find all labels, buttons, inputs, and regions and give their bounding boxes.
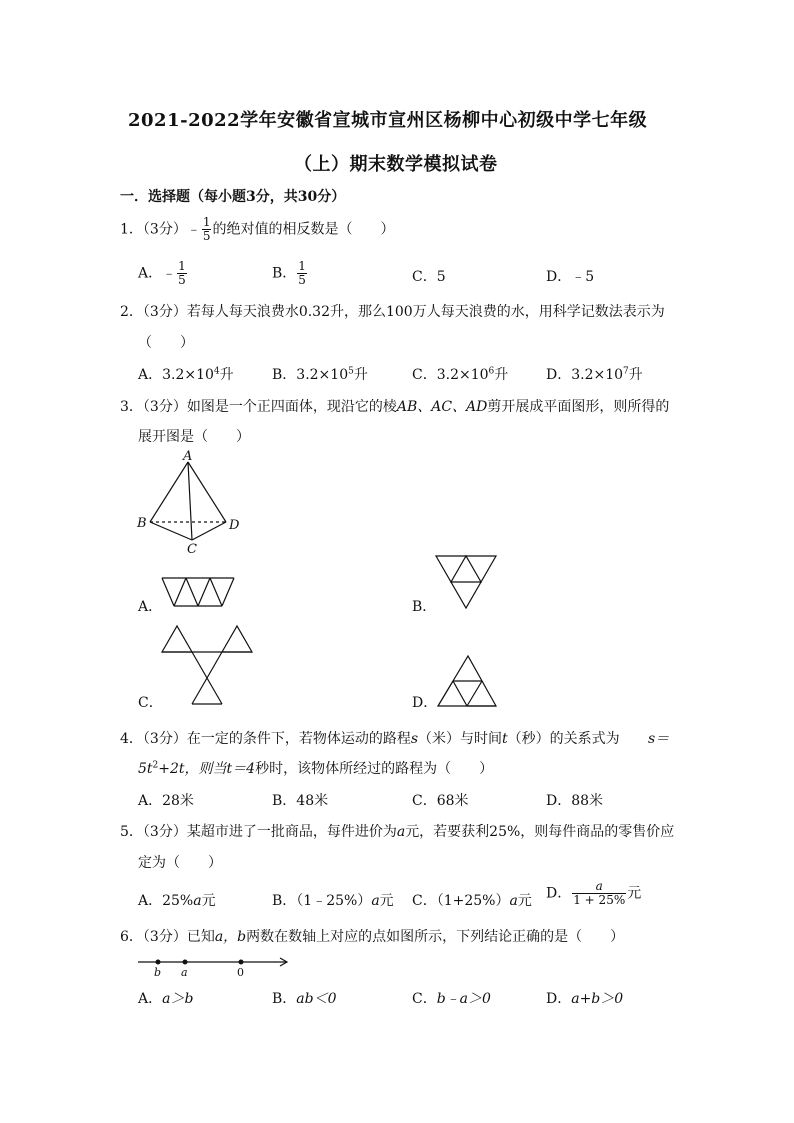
question-3: 3．（3分）如图是一个正四面体，现沿它的棱AB、AC、AD剪开展成平面图形，则所得的 xyxy=(120,399,670,415)
q3-option-b[interactable]: B． xyxy=(412,599,437,615)
q1-option-a[interactable]: A．﹣ $\frac{1}{5}$ xyxy=(138,259,186,287)
q3-net-b xyxy=(436,556,506,612)
question-5-cont: 定为（ ） xyxy=(138,855,222,871)
q1-option-d[interactable]: D．﹣5 xyxy=(546,269,595,285)
question-3-cont: 展开图是（ ） xyxy=(138,429,250,445)
q3-net-c xyxy=(162,626,262,706)
q3-net-a xyxy=(162,578,242,608)
q6-option-d[interactable]: D．a+b＞0 xyxy=(546,991,624,1007)
q2-option-a[interactable]: A．$3.2\times 10^4$升 xyxy=(138,366,234,383)
q1-score: （3分） xyxy=(142,221,187,238)
q6-option-b[interactable]: B．ab＜0 xyxy=(272,991,337,1007)
question-5: 5．（3分）某超市进了一批商品，每件进价为a元，若要获利25%，则每件商品的零售价应 xyxy=(120,824,675,840)
q6-option-c[interactable]: C．b﹣a＞0 xyxy=(412,991,491,1007)
q2-option-d[interactable]: D．$3.2\times 10^7$升 xyxy=(546,366,643,383)
section-heading: 一．选择题（每小题3分，共30分） xyxy=(120,189,346,205)
number-line-a-label: a xyxy=(181,966,188,979)
q5-option-d[interactable]: D． $\frac{a}{1 + 25\%}$ 元 xyxy=(546,879,642,907)
question-4-cont: $5t^2+2t$，则当t＝4秒时，该物体所经过的路程为（ ） xyxy=(138,760,494,777)
q3-option-c[interactable]: C． xyxy=(138,695,163,711)
q5-option-b[interactable]: B．（1﹣25%）a元 xyxy=(272,893,394,909)
q3-option-d[interactable]: D． xyxy=(412,695,438,711)
q2-option-c[interactable]: C．$3.2\times 10^6$升 xyxy=(412,366,509,383)
vertex-c-label: C xyxy=(187,542,197,557)
q3-option-a[interactable]: A． xyxy=(138,599,163,615)
page-title-line2: （上）期末数学模拟试卷 xyxy=(294,154,498,175)
vertex-d-label: D xyxy=(229,518,240,533)
q1-fraction: $\frac{1}{5}$ xyxy=(202,215,211,243)
vertex-a-label: A xyxy=(183,449,193,464)
number-line-b-label: b xyxy=(154,966,162,979)
question-4-eq: s＝ xyxy=(648,731,670,747)
question-6: 6．（3分）已知a，b两数在数轴上对应的点如图所示，下列结论正确的是（ ） xyxy=(120,929,625,945)
q1-stem: 的绝对值的相反数是（ ） xyxy=(212,221,395,238)
number-line xyxy=(138,954,298,978)
question-2-cont: （ ） xyxy=(138,335,194,351)
question-4: 4．（3分）在一定的条件下，若物体运动的路程s（米）与时间t（秒）的关系式为 xyxy=(120,731,620,747)
q5-option-c[interactable]: C．（1+25%）a元 xyxy=(412,893,532,909)
q1-option-c[interactable]: C．5 xyxy=(412,269,446,285)
q4-option-b[interactable]: B．48米 xyxy=(272,793,329,809)
question-2: 2．（3分）若每人每天浪费水0.32升，那么100万人每天浪费的水，用科学记数法表示为 xyxy=(120,304,665,320)
vertex-b-label: B xyxy=(137,516,147,531)
q4-option-a[interactable]: A．28米 xyxy=(138,793,194,809)
point-a xyxy=(183,960,188,965)
q6-option-a[interactable]: A．a＞b xyxy=(138,991,194,1007)
q4-option-d[interactable]: D．88米 xyxy=(546,793,604,809)
tetrahedron-figure xyxy=(134,448,254,558)
q1-option-b[interactable]: B． $\frac{1}{5}$ xyxy=(272,259,306,287)
q5-option-a[interactable]: A．25%a元 xyxy=(138,893,216,909)
point-b xyxy=(156,960,161,965)
q1-minus: ﹣ xyxy=(186,221,201,238)
point-zero xyxy=(239,960,244,965)
page-title-line1: 2021-2022学年安徽省宣城市宣州区杨柳中心初级中学七年级 xyxy=(128,110,648,131)
q1-number: 1． xyxy=(120,221,143,238)
q2-option-b[interactable]: B．$3.2\times 10^5$升 xyxy=(272,366,368,383)
number-line-zero-label: 0 xyxy=(237,966,244,979)
q4-option-c[interactable]: C．68米 xyxy=(412,793,469,809)
q3-net-d xyxy=(438,656,508,712)
question-1 xyxy=(120,216,394,243)
